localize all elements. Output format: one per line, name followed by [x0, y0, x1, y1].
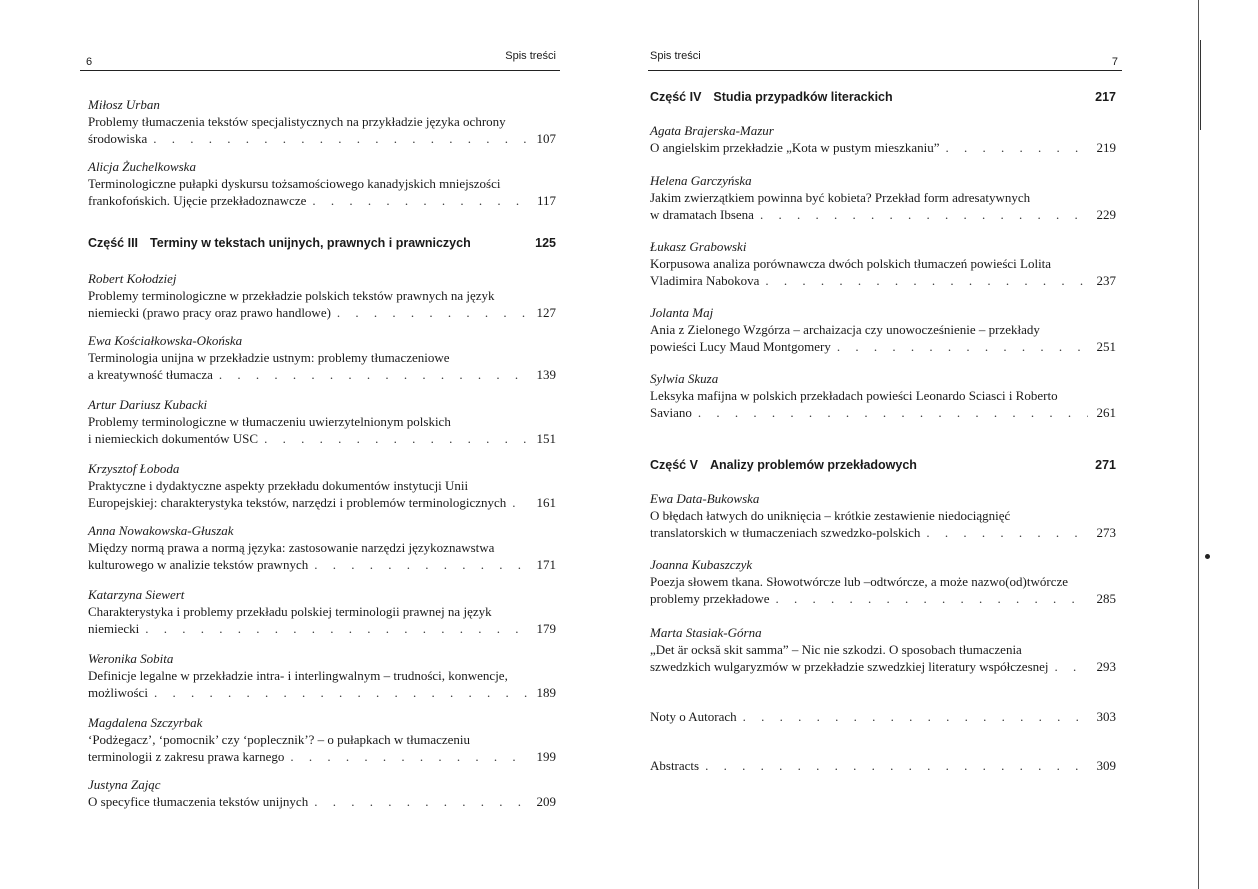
toc-entry [88, 522, 556, 573]
toc-entry [88, 650, 556, 701]
leader-dots [1055, 658, 1088, 675]
toc-entry [88, 776, 556, 810]
entry-title-last: O angielskim przekładzie „Kota w pustym mieszkaniu” [650, 140, 940, 155]
toc-entry [88, 586, 556, 637]
entry-title-line: Między normą prawa a normą języka: zastosowanie narzędzi językoznawstwa [88, 540, 495, 555]
running-head-left [80, 48, 560, 71]
leader-dots [705, 757, 1088, 774]
part-heading [88, 236, 556, 250]
entry-page: 199 [536, 749, 556, 764]
leader-dots [314, 556, 528, 573]
leader-dots [743, 708, 1088, 725]
leader-dots [314, 793, 528, 810]
part-title: Analizy problemów przekładowych [709, 458, 917, 472]
leader-dots [219, 366, 528, 383]
entry-page: 229 [1096, 207, 1116, 222]
toc-entry [650, 238, 1116, 289]
entry-author: Sylwia Skuza [650, 371, 719, 386]
entry-title-line: Praktyczne i dydaktyczne aspekty przekładu dokumentów instytucji Unii [88, 478, 469, 493]
entry-title-last: Saviano [650, 405, 692, 420]
entry-title-line: Charakterystyka i problemy przekładu polskiej terminologii prawnej na język [88, 604, 492, 619]
entry-title-line: Terminologiczne pułapki dyskursu tożsamościowego kanadyjskich mniejszości [88, 176, 501, 191]
toc-entry [650, 172, 1116, 223]
part-page: 271 [1095, 458, 1116, 472]
entry-author: Jolanta Maj [650, 305, 714, 320]
entry-title-line: Jakim zwierzątkiem powinna być kobieta? Przekład form adresatywnych [650, 190, 1031, 205]
entry-page: 219 [1096, 140, 1116, 155]
toc-entry [650, 490, 1116, 541]
entry-title-last: w dramatach Ibsena [650, 207, 754, 222]
part-label: Część IV [650, 90, 702, 104]
toc-entry-abstracts [650, 757, 1116, 774]
entry-title-last: translatorskich w tłumaczeniach szwedzko-polskich [650, 525, 921, 540]
right-page [648, 0, 1122, 889]
toc-entry [88, 460, 556, 511]
toc-entry [88, 158, 556, 209]
leader-dots [946, 139, 1088, 156]
toc-entry-notes [650, 708, 1116, 725]
leader-dots [760, 206, 1088, 223]
part-heading [650, 458, 1116, 472]
toc-entry [88, 332, 556, 383]
part-page: 125 [535, 236, 556, 250]
entry-page: 107 [536, 131, 556, 146]
entry-page: 309 [1096, 758, 1116, 773]
left-page [80, 0, 560, 889]
scan-dot-mark [1205, 554, 1210, 559]
leader-dots [926, 524, 1088, 541]
entry-title-line: „Det är ocksă skit samma” – Nic nie szkodzi. O sposobach tłumaczenia [650, 642, 1022, 657]
running-head-right [648, 48, 1122, 71]
toc-entry [650, 122, 1116, 156]
entry-title-last: środowiska [88, 131, 148, 146]
toc-entry [650, 304, 1116, 355]
entry-title-line: Poezja słowem tkana. Słowotwórcze lub –odtwórcze, a może nazwo(od)twórcze [650, 574, 1069, 589]
entry-author: Agata Brajerska-Mazur [650, 123, 774, 138]
entry-title-last: terminologii z zakresu prawa karnego [88, 749, 285, 764]
entry-page: 273 [1096, 525, 1116, 540]
part-page: 217 [1095, 90, 1116, 104]
entry-title-line: Problemy terminologiczne w przekładzie polskich tekstów prawnych na język [88, 288, 495, 303]
entry-author: Artur Dariusz Kubacki [88, 397, 208, 412]
entry-page: 261 [1096, 405, 1116, 420]
entry-title-line: O błędach łatwych do uniknięcia – krótkie zestawienie niedociągnięć [650, 508, 1011, 523]
entry-author: Łukasz Grabowski [650, 239, 747, 254]
entry-title-line: Definicje legalne w przekładzie intra- i interlingwalnym – trudności, konwencje, [88, 668, 508, 683]
entry-author: Ewa Kościałkowska-Okońska [88, 333, 243, 348]
leader-dots [698, 404, 1088, 421]
part-label: Część III [88, 236, 139, 250]
leader-dots [153, 130, 528, 147]
entry-title-last: możliwości [88, 685, 148, 700]
entry-author: Miłosz Urban [88, 97, 160, 112]
entry-title-last: niemiecki [88, 621, 140, 636]
toc-entry [650, 370, 1116, 421]
toc-entry [88, 270, 556, 321]
entry-page: 139 [536, 367, 556, 382]
part-title: Terminy w tekstach unijnych, prawnych i prawniczych [150, 236, 471, 250]
entry-title-last: Abstracts [650, 758, 700, 773]
leader-dots [775, 590, 1088, 607]
entry-page: 293 [1096, 659, 1116, 674]
entry-title-line: Ania z Zielonego Wzgórza – archaizacja czy unowocześnienie – przekłady [650, 322, 1040, 337]
part-title: Studia przypadków literackich [713, 90, 893, 104]
entry-title-line: Leksyka mafijna w polskich przekładach powieści Leonardo Sciasci i Roberto [650, 388, 1058, 403]
entry-author: Katarzyna Siewert [88, 587, 185, 602]
entry-author: Marta Stasiak-Górna [650, 625, 762, 640]
entry-page: 251 [1096, 339, 1116, 354]
entry-author: Anna Nowakowska-Głuszak [88, 523, 234, 538]
entry-author: Krzysztof Łoboda [88, 461, 180, 476]
entry-page: 209 [536, 794, 556, 809]
entry-title-last: i niemieckich dokumentów USC [88, 431, 259, 446]
entry-author: Alicja Żuchelkowska [88, 159, 196, 174]
entry-author: Justyna Zając [88, 777, 161, 792]
entry-title-last: Noty o Autorach [650, 709, 737, 724]
entry-title-last: Vladimira Nabokova [650, 273, 760, 288]
page-number: 6 [86, 56, 93, 68]
entry-title-line: Problemy tłumaczenia tekstów specjalistycznych na przykładzie języka ochrony [88, 114, 506, 129]
entry-title-line: ‘Podżegacz’, ‘pomocnik’ czy ‘poplecznik’? – o pułapkach w tłumaczeniu [88, 732, 471, 747]
leader-dots [264, 430, 528, 447]
entry-author: Helena Garczyńska [650, 173, 752, 188]
entry-title-line: Problemy terminologiczne w tłumaczeniu uwierzytelnionym polskich [88, 414, 451, 429]
entry-title-last: O specyfice tłumaczenia tekstów unijnych [88, 794, 309, 809]
entry-title-line: Korpusowa analiza porównawcza dwóch polskich tłumaczeń powieści Lolita [650, 256, 1052, 271]
leader-dots [290, 748, 528, 765]
leader-dots [145, 620, 528, 637]
entry-page: 127 [536, 305, 556, 320]
toc-entry [88, 96, 556, 147]
entry-title-last: szwedzkich wulgaryzmów w przekładzie szwedzkiej literatury współczesnej [650, 659, 1049, 674]
entry-author: Robert Kołodziej [88, 271, 177, 286]
toc-entry [88, 714, 556, 765]
running-title: Spis treści [505, 50, 556, 62]
entry-page: 179 [536, 621, 556, 636]
running-title: Spis treści [650, 50, 701, 62]
entry-author: Joanna Kubaszczyk [650, 557, 753, 572]
page-number: 7 [1111, 56, 1118, 68]
entry-title-last: a kreatywność tłumacza [88, 367, 213, 382]
toc-entry [650, 624, 1116, 675]
toc-entry [650, 556, 1116, 607]
leader-dots [154, 684, 528, 701]
leader-dots [312, 192, 528, 209]
entry-title-line: Terminologia unijna w przekładzie ustnym: problemy tłumaczeniowe [88, 350, 450, 365]
part-label: Część V [650, 458, 698, 472]
entry-page: 171 [536, 557, 556, 572]
entry-page: 285 [1096, 591, 1116, 606]
entry-title-last: powieści Lucy Maud Montgomery [650, 339, 831, 354]
entry-author: Weronika Sobita [88, 651, 174, 666]
book-edge-shadow [1200, 40, 1201, 130]
entry-title-last: frankofońskich. Ujęcie przekładoznawcze [88, 193, 307, 208]
leader-dots [765, 272, 1088, 289]
entry-title-last: problemy przekładowe [650, 591, 770, 606]
entry-page: 117 [536, 193, 556, 208]
leader-dots [837, 338, 1088, 355]
entry-author: Ewa Data-Bukowska [650, 491, 760, 506]
entry-title-last: Europejskiej: charakterystyka tekstów, narzędzi i problemów terminologicznych [88, 495, 507, 510]
entry-title-last: niemiecki (prawo pracy oraz prawo handlowe) [88, 305, 331, 320]
entry-author: Magdalena Szczyrbak [88, 715, 203, 730]
entry-page: 303 [1096, 709, 1116, 724]
leader-dots [512, 494, 528, 511]
entry-page: 189 [536, 685, 556, 700]
book-edge-line [1198, 0, 1199, 889]
toc-entry [88, 396, 556, 447]
part-heading [650, 90, 1116, 104]
entry-page: 151 [536, 431, 556, 446]
leader-dots [337, 304, 528, 321]
entry-page: 161 [536, 495, 556, 510]
entry-page: 237 [1096, 273, 1116, 288]
entry-title-last: kulturowego w analizie tekstów prawnych [88, 557, 309, 572]
